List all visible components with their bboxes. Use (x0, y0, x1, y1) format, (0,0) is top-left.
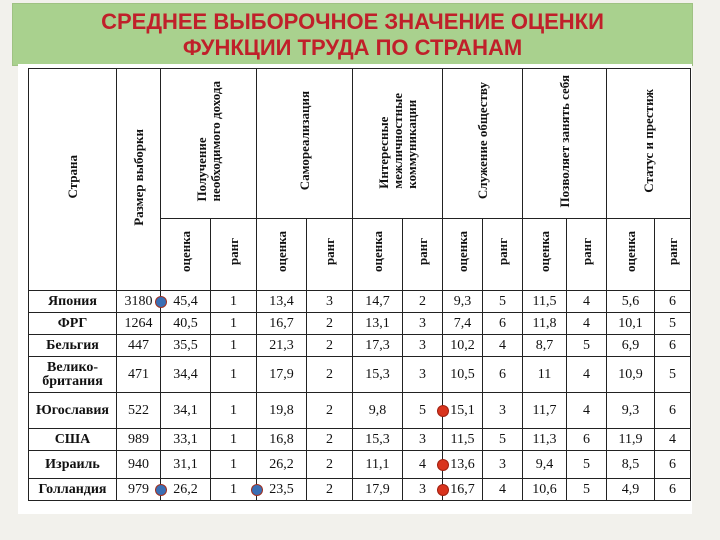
score-cell: 19,8 (257, 393, 307, 429)
score-cell: 16,7 (443, 479, 483, 501)
table-row (29, 479, 691, 501)
highlight-marker (156, 485, 166, 495)
score-cell: 17,9 (257, 357, 307, 393)
rank-cell: 2 (307, 393, 353, 429)
rank-cell: 4 (483, 335, 523, 357)
rank-cell: 2 (307, 357, 353, 393)
rank-subheader (567, 219, 607, 291)
subheader-label: оценка (273, 231, 289, 273)
rank-cell: 4 (483, 479, 523, 501)
sample-size-cell: 979 (117, 479, 161, 501)
score-cell: 10,5 (443, 357, 483, 393)
score-subheader (607, 219, 655, 291)
rank-cell: 6 (655, 393, 691, 429)
score-cell: 16,7 (257, 313, 307, 335)
score-cell: 15,3 (353, 429, 403, 451)
table-row (29, 313, 691, 335)
country-cell: Голландия (29, 479, 117, 501)
rank-cell: 5 (483, 429, 523, 451)
sample-size-cell: 989 (117, 429, 161, 451)
score-cell: 10,6 (523, 479, 567, 501)
function-header: Служение обществу (443, 69, 523, 219)
rank-cell: 1 (211, 429, 257, 451)
score-cell: 11,9 (607, 429, 655, 451)
rank-cell: 3 (483, 393, 523, 429)
table-row (29, 357, 691, 393)
rank-cell: 4 (567, 313, 607, 335)
rank-cell: 1 (211, 335, 257, 357)
rank-cell: 2 (307, 313, 353, 335)
score-cell: 11 (523, 357, 567, 393)
score-cell: 9,4 (523, 451, 567, 479)
score-cell: 17,3 (353, 335, 403, 357)
sample-header-cell (117, 69, 161, 291)
rank-cell: 3 (403, 357, 443, 393)
rank-cell: 1 (211, 357, 257, 393)
table-row (29, 291, 691, 313)
sample-size-cell: 447 (117, 335, 161, 357)
subheader-label: оценка (369, 231, 385, 273)
subheader-label: оценка (536, 231, 552, 273)
rank-cell: 4 (403, 451, 443, 479)
work-function-table (28, 68, 691, 501)
title-line-1: СРЕДНЕЕ ВЫБОРОЧНОЕ ЗНАЧЕНИЕ ОЦЕНКИ (101, 9, 604, 34)
rank-cell: 2 (307, 479, 353, 501)
rank-subheader (403, 219, 443, 291)
rank-subheader (307, 219, 353, 291)
country-cell: Бельгия (29, 335, 117, 357)
rank-subheader (211, 219, 257, 291)
sample-size-header: Размер выборки (130, 128, 146, 226)
score-cell: 15,1 (443, 393, 483, 429)
score-cell: 34,1 (161, 393, 211, 429)
score-cell: 40,5 (161, 313, 211, 335)
subheader-label: ранг (494, 238, 510, 266)
score-cell: 15,3 (353, 357, 403, 393)
score-cell: 26,2 (257, 451, 307, 479)
rank-cell: 3 (403, 313, 443, 335)
rank-cell: 6 (655, 479, 691, 501)
subheader-label: ранг (321, 238, 337, 266)
score-cell: 33,1 (161, 429, 211, 451)
sample-size-cell: 3180 (117, 291, 161, 313)
rank-cell: 5 (483, 291, 523, 313)
score-cell: 4,9 (607, 479, 655, 501)
score-cell: 13,4 (257, 291, 307, 313)
rank-cell: 3 (403, 335, 443, 357)
score-cell: 8,5 (607, 451, 655, 479)
rank-cell: 2 (307, 429, 353, 451)
score-cell: 11,8 (523, 313, 567, 335)
rank-cell: 4 (567, 357, 607, 393)
rank-cell: 3 (307, 291, 353, 313)
country-header: Страна (64, 155, 80, 199)
score-cell: 31,1 (161, 451, 211, 479)
rank-cell: 6 (655, 291, 691, 313)
function-header: Статус и престиж (607, 69, 691, 219)
score-cell: 7,4 (443, 313, 483, 335)
country-cell: США (29, 429, 117, 451)
score-cell: 10,9 (607, 357, 655, 393)
rank-cell: 1 (211, 313, 257, 335)
rank-cell: 3 (403, 429, 443, 451)
score-cell: 9,3 (607, 393, 655, 429)
highlight-marker (438, 460, 448, 470)
score-cell: 10,1 (607, 313, 655, 335)
highlight-marker (438, 485, 448, 495)
table-row (29, 429, 691, 451)
table-image (18, 64, 692, 514)
rank-subheader (655, 219, 691, 291)
rank-cell: 5 (403, 393, 443, 429)
highlight-marker (438, 406, 448, 416)
slide-title-banner (12, 3, 693, 66)
score-cell: 11,7 (523, 393, 567, 429)
rank-cell: 5 (567, 335, 607, 357)
table-row (29, 451, 691, 479)
score-subheader (523, 219, 567, 291)
country-cell: ФРГ (29, 313, 117, 335)
score-cell: 13,6 (443, 451, 483, 479)
rank-cell: 6 (655, 335, 691, 357)
country-cell: Югославия (29, 393, 117, 429)
score-cell: 14,7 (353, 291, 403, 313)
table-row (29, 335, 691, 357)
function-header: Самореализация (257, 69, 353, 219)
score-cell: 35,5 (161, 335, 211, 357)
score-cell: 21,3 (257, 335, 307, 357)
score-subheader (353, 219, 403, 291)
score-cell: 11,3 (523, 429, 567, 451)
country-cell: Велико- британия (29, 357, 117, 393)
rank-cell: 6 (483, 313, 523, 335)
rank-cell: 2 (403, 291, 443, 313)
score-cell: 26,2 (161, 479, 211, 501)
rank-cell: 5 (655, 313, 691, 335)
rank-subheader (483, 219, 523, 291)
rank-cell: 3 (403, 479, 443, 501)
subheader-label: ранг (414, 238, 430, 266)
score-subheader (161, 219, 211, 291)
subheader-label: ранг (225, 238, 241, 266)
rank-cell: 5 (567, 479, 607, 501)
country-cell: Израиль (29, 451, 117, 479)
sample-size-cell: 471 (117, 357, 161, 393)
score-cell: 11,5 (523, 291, 567, 313)
score-cell: 34,4 (161, 357, 211, 393)
subheader-label: оценка (177, 231, 193, 273)
rank-cell: 2 (307, 451, 353, 479)
sample-size-cell: 522 (117, 393, 161, 429)
score-cell: 11,1 (353, 451, 403, 479)
function-header: Интересные межличностные коммуникации (353, 69, 443, 219)
score-cell: 23,5 (257, 479, 307, 501)
score-cell: 6,9 (607, 335, 655, 357)
rank-cell: 6 (483, 357, 523, 393)
rank-cell: 5 (567, 451, 607, 479)
score-cell: 17,9 (353, 479, 403, 501)
rank-cell: 6 (655, 451, 691, 479)
score-cell: 16,8 (257, 429, 307, 451)
rank-cell: 3 (483, 451, 523, 479)
country-cell: Япония (29, 291, 117, 313)
rank-cell: 4 (655, 429, 691, 451)
rank-cell: 5 (655, 357, 691, 393)
country-header-cell (29, 69, 117, 291)
score-subheader (257, 219, 307, 291)
sample-size-cell: 940 (117, 451, 161, 479)
function-header: Позволяет занять себя (523, 69, 607, 219)
subheader-label: ранг (578, 238, 594, 266)
score-cell: 9,8 (353, 393, 403, 429)
function-header: Получение необходимого дохода (161, 69, 257, 219)
subheader-label: оценка (454, 231, 470, 273)
rank-cell: 1 (211, 479, 257, 501)
score-cell: 9,3 (443, 291, 483, 313)
score-cell: 13,1 (353, 313, 403, 335)
score-cell: 10,2 (443, 335, 483, 357)
rank-cell: 1 (211, 291, 257, 313)
score-subheader (443, 219, 483, 291)
score-cell: 5,6 (607, 291, 655, 313)
table-row (29, 393, 691, 429)
rank-cell: 4 (567, 393, 607, 429)
sample-size-cell: 1264 (117, 313, 161, 335)
score-cell: 45,4 (161, 291, 211, 313)
rank-cell: 1 (211, 393, 257, 429)
highlight-marker (252, 485, 262, 495)
subheader-label: оценка (622, 231, 638, 273)
score-cell: 11,5 (443, 429, 483, 451)
title-line-2: ФУНКЦИИ ТРУДА ПО СТРАНАМ (182, 35, 523, 60)
subheader-label: ранг (664, 238, 680, 266)
highlight-marker (156, 297, 166, 307)
rank-cell: 6 (567, 429, 607, 451)
rank-cell: 2 (307, 335, 353, 357)
rank-cell: 1 (211, 451, 257, 479)
rank-cell: 4 (567, 291, 607, 313)
score-cell: 8,7 (523, 335, 567, 357)
